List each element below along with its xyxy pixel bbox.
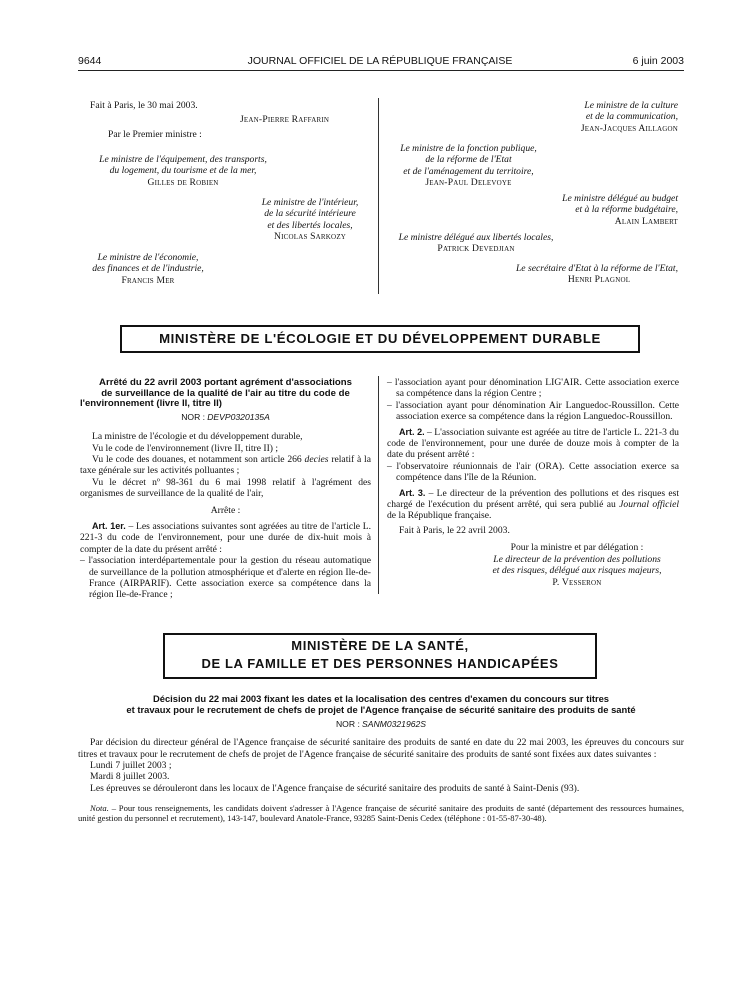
signer-name: Nicolas Sarkozy xyxy=(273,231,347,243)
signature-line: Le ministre de l'économie, xyxy=(97,252,199,263)
arrete-signature xyxy=(477,542,677,588)
list-item: – l'association ayant pour dénomination Air Languedoc-Roussillon. Cette association exerce sa compétence dans la région Languedoc-Roussillon. xyxy=(387,399,679,423)
decision-title-line: Décision du 22 mai 2003 fixant les dates et la localisation des centres d'examen du concours sur titres xyxy=(152,693,610,704)
journal-title: JOURNAL OFFICIEL DE LA RÉPUBLIQUE FRANÇAISE xyxy=(247,55,513,67)
nor-reference xyxy=(78,719,684,729)
decision-body xyxy=(78,737,684,823)
article-1 xyxy=(80,521,371,555)
signature-line: Par le Premier ministre : xyxy=(108,128,202,140)
column-divider xyxy=(378,98,379,294)
list-item: – l'observatoire réunionnais de l'air (ORA). Cette association exerce sa compétence dans l'île de la Réunion. xyxy=(387,460,679,484)
signature-interieur xyxy=(240,197,380,243)
signature-line: et de l'aménagement du territoire, xyxy=(403,165,534,177)
article-text: – L'association suivante est agréée au titre de l'article L. 221-3 du code de l'environnement, pour une durée de douze mois à compter de la date du présent arrêté : xyxy=(387,426,679,461)
text-run: Vu le code des douanes, et notamment son article 266 xyxy=(92,454,302,465)
signer-name: Jean-Jacques Aillagon xyxy=(580,122,678,134)
signature-line: du logement, du tourisme et de la mer, xyxy=(109,165,257,177)
signer-name: Patrick Devedjian xyxy=(437,243,515,255)
signer-name: Alain Lambert xyxy=(614,215,678,227)
signature-equipement xyxy=(78,154,288,188)
signature-culture xyxy=(480,100,678,134)
signature-budget xyxy=(500,193,678,227)
paragraph: Vu le code de l'environnement (livre II, titre II) ; xyxy=(92,442,279,454)
ministry-ecologie-heading: MINISTÈRE DE L'ÉCOLOGIE ET DU DÉVELOPPEMENT DURABLE xyxy=(120,325,640,353)
signature-line: de la sécurité intérieure xyxy=(264,208,356,220)
signature-line: Le secrétaire d'Etat à la réforme de l'Etat, xyxy=(515,263,678,274)
paragraph: Les épreuves se dérouleront dans les locaux de l'Agence française de sécurité sanitaire des produits de santé à Saint-Denis (93). xyxy=(90,782,580,794)
signer-name: Jean-Paul Delevoye xyxy=(425,177,512,189)
signer-name: Henri Plagnol xyxy=(567,274,631,286)
signature-libertes xyxy=(386,232,566,255)
paragraph: La ministre de l'écologie et du développement durable, xyxy=(92,431,303,443)
arrete-title xyxy=(80,378,371,410)
signature-line: Le ministre délégué au budget xyxy=(562,193,678,204)
ministry-title-line: DE LA FAMILLE ET DES PERSONNES HANDICAPÉES xyxy=(201,656,559,671)
signature-line: Le ministre de l'intérieur, xyxy=(261,197,359,208)
signature-line: Le ministre de l'équipement, des transports, xyxy=(99,154,267,165)
nota xyxy=(78,803,684,823)
text-run: relatif à la taxe générale sur les activités polluantes ; xyxy=(80,454,371,477)
signature-line: et des risques, délégué aux risques majeurs, xyxy=(492,565,662,577)
article-label: Art. 3. xyxy=(399,487,426,498)
paragraph xyxy=(80,454,371,477)
arrete-title-line: de surveillance de la qualité de l'air au titre du code de xyxy=(101,387,350,399)
article-2 xyxy=(387,427,679,461)
arrete-title-line: l'environnement (livre II, titre II) xyxy=(80,398,222,410)
decision-title-line: et travaux pour le recrutement de chefs de projet de l'Agence française de sécurité sanitaire des produits de santé xyxy=(126,703,636,715)
decision-title xyxy=(78,694,684,715)
nota-text: – Pour tous renseignements, les candidats doivent s'adresser à l'Agence française de sécurité sanitaire des produits de santé (département des ressources humaines, unité gestion du personnel et recrutement), 143-147, boulevard Anatole-France, 93285 Saint-Denis Cedex (téléphone : 01-55-87-30-48). xyxy=(78,803,684,824)
paragraph: Par décision du directeur général de l'Agence française de sécurité sanitaire des produits de santé en date du 22 mai 2003, les épreuves du concours sur titres et travaux pour le recrutement de chefs de projet de l'Agence française de sécurité sanitaire des produits de santé sont fixées aux dates suivantes : xyxy=(78,737,684,760)
article-label: Art. 1er. xyxy=(92,521,126,532)
signature-secretaire xyxy=(460,263,678,286)
signature-economie xyxy=(78,252,218,286)
signature-line: des finances et de l'industrie, xyxy=(92,263,204,275)
arrete-title-line: Arrêté du 22 avril 2003 portant agrément d'associations xyxy=(99,377,352,388)
arrete-right-column xyxy=(387,377,679,588)
ministry-title-line: MINISTÈRE DE LA SANTÉ, xyxy=(291,638,469,653)
text-run: de la République française. xyxy=(387,510,492,522)
text-run: decies xyxy=(304,454,329,465)
signature-fonction-publique xyxy=(386,143,551,189)
decision-section xyxy=(78,694,684,823)
date-line: Mardi 8 juillet 2003. xyxy=(90,771,170,783)
signer-name: Francis Mer xyxy=(121,274,175,286)
article-text: – Les associations suivantes sont agréées au titre de l'article L. 221-3 du code de l'environnement, pour une durée de dix-huit mois à compter de la date du présent arrêté : xyxy=(80,521,371,555)
signature-line: de la réforme de l'Etat xyxy=(425,154,512,166)
article-3 xyxy=(387,488,679,522)
nor-reference xyxy=(80,412,371,423)
signature-line: et des libertés locales, xyxy=(267,219,353,231)
nor-label: NOR : xyxy=(181,411,206,422)
arrete-word: Arrête : xyxy=(210,504,241,516)
nor-code: DEVP0320135A xyxy=(207,411,270,422)
date-line: Lundi 7 juillet 2003 ; xyxy=(90,760,172,771)
signature-date: Fait à Paris, le 22 avril 2003. xyxy=(399,524,510,536)
signature-line: Pour la ministre et par délégation : xyxy=(510,542,644,554)
issue-date: 6 juin 2003 xyxy=(632,55,684,67)
signer-name: Jean-Pierre Raffarin xyxy=(240,114,330,126)
signature-line: Le ministre de la culture xyxy=(584,100,678,111)
signer-name: P. Vesseron xyxy=(552,576,602,588)
nor-code: SANM0321962S xyxy=(362,719,427,730)
nor-label: NOR : xyxy=(335,719,360,730)
article-label: Art. 2. xyxy=(399,426,425,437)
text-run: – Le directeur de la prévention des pollutions et des risques est chargé de l'exécution du présent arrêté, qui sera publié au xyxy=(387,487,679,511)
list-item: – l'association ayant pour dénomination LIG'AIR. Cette association exerce sa compétence dans la région Centre ; xyxy=(387,377,679,400)
signature-line: et à la réforme budgétaire, xyxy=(575,204,678,216)
paragraph: Vu le décret nº 98-361 du 6 mai 1998 relatif à l'agrément des organismes de surveillance de la qualité de l'air, xyxy=(80,476,371,500)
page-number: 9644 xyxy=(78,55,102,67)
nota-label: Nota. xyxy=(90,803,109,814)
signature-date: Fait à Paris, le 30 mai 2003. xyxy=(90,100,198,111)
text-run: Journal officiel xyxy=(619,499,679,511)
column-divider xyxy=(378,376,379,594)
header-rule xyxy=(78,70,684,71)
signature-line: Le directeur de la prévention des pollutions xyxy=(493,553,661,565)
signature-line: et de la communication, xyxy=(585,111,678,123)
signature-line: Le ministre de la fonction publique, xyxy=(400,143,537,154)
signature-block-left xyxy=(90,100,370,140)
signer-name: Gilles de Robien xyxy=(147,176,219,188)
list-item: – l'association interdépartementale pour la gestion du réseau automatique de surveillance de la pollution atmosphérique et d'alerte en région Ile-de-France (AIRPARIF). Cette association exerce sa compétence dans la région Ile-de-France ; xyxy=(80,555,371,601)
signature-line: Le ministre délégué aux libertés locales, xyxy=(398,232,554,243)
arrete-left-column xyxy=(80,378,371,601)
ministry-sante-heading xyxy=(163,633,597,679)
